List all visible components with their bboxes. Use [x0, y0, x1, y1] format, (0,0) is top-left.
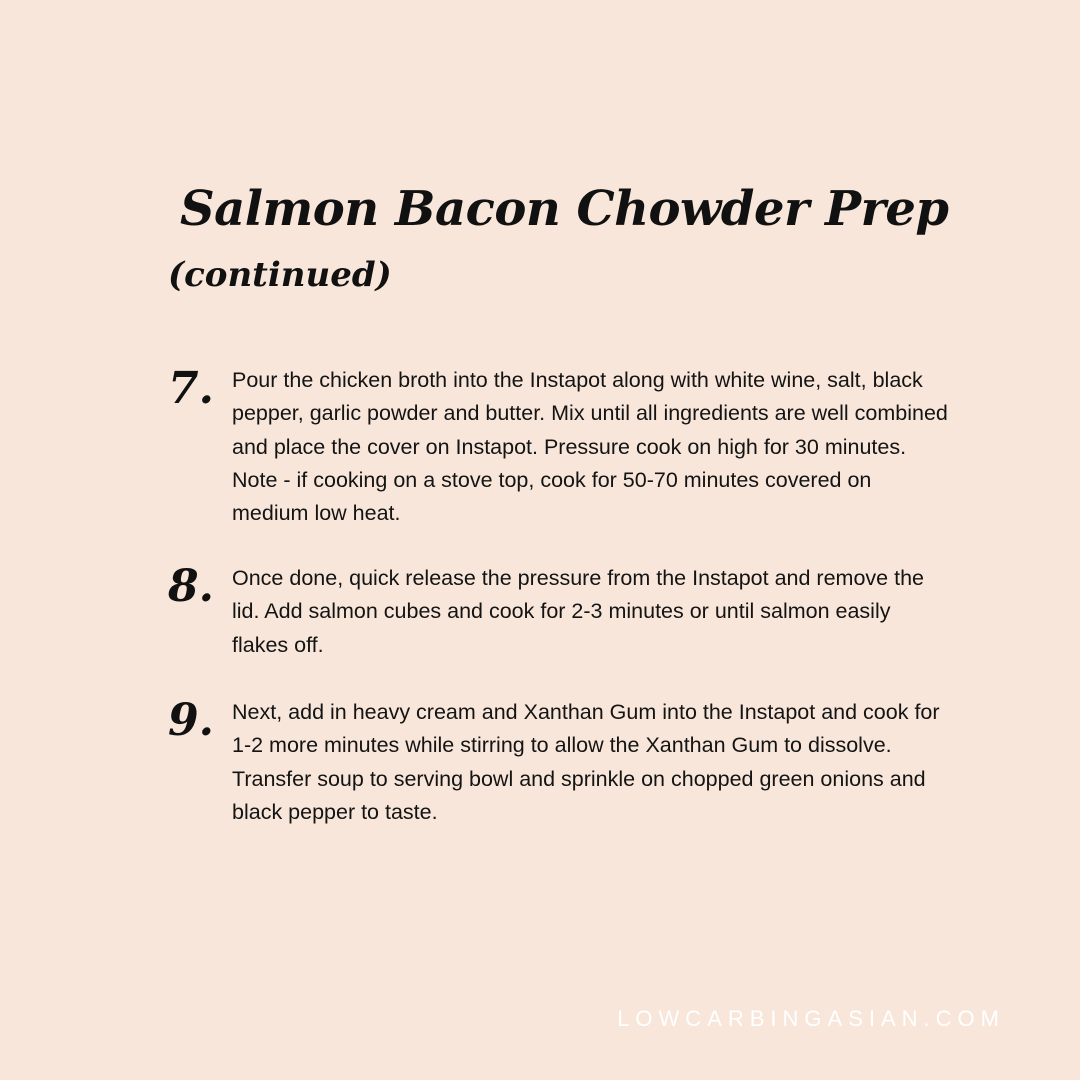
page-subtitle: (continued): [168, 255, 392, 295]
step-number: 9.: [168, 695, 214, 746]
step-text: Once done, quick release the pressure from the Instapot and remove the lid. Add salmon cubes and cook for 2-3 minutes or until salmon easily flakes off.: [232, 566, 924, 657]
page-title: Salmon Bacon Chowder Prep: [180, 181, 949, 237]
website-url: LOWCARBINGASIAN.COM: [617, 1006, 1005, 1031]
step-text: Next, add in heavy cream and Xanthan Gum into the Instapot and cook for 1-2 more minutes while stirring to allow the Xanthan Gum to dissolve. Transfer soup to serving bowl and sprinkle on chopped green onions and black pepper to taste.: [232, 700, 940, 824]
step-text: Pour the chicken broth into the Instapot along with white wine, salt, black pepper, garlic powder and butter. Mix until all ingredients are well combined and place the cover on Instapot. Pressure cook on high for 30 minutes. Note - if cooking on a stove top, cook for 50-70 minutes covered on medium low heat.: [232, 368, 948, 526]
step-number: 8.: [168, 561, 214, 612]
step-number: 7.: [168, 363, 214, 414]
